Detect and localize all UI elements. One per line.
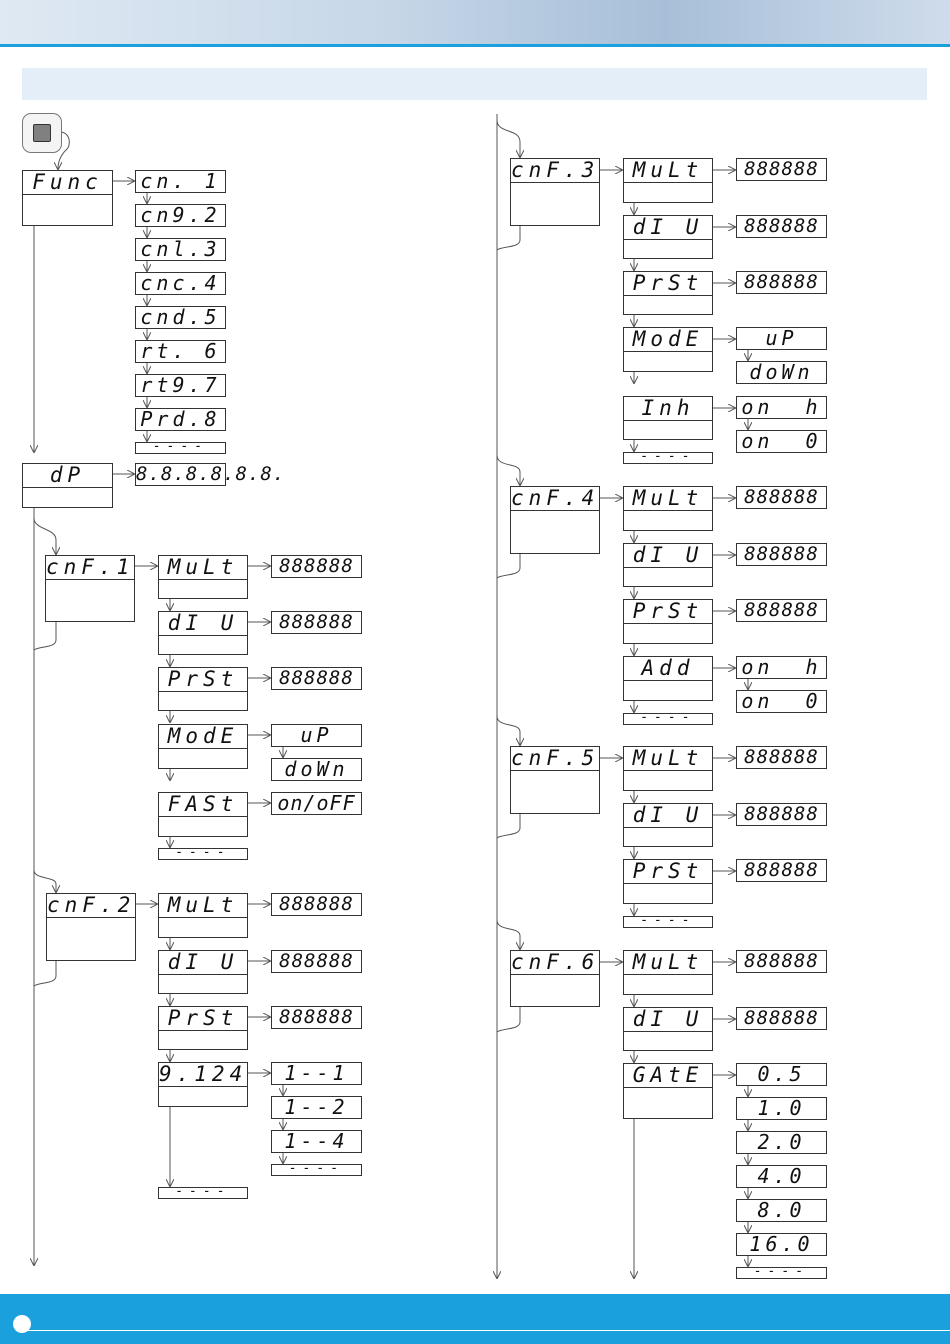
func-option-8: Prd.8: [135, 408, 226, 431]
cnf6-div-label: dI U: [624, 1008, 712, 1032]
cnf6-gate-box: [623, 1063, 713, 1119]
cnf6-mult-label: MuLt: [624, 951, 712, 975]
cnf2-div-digits: 888888: [271, 950, 362, 973]
cnf1-fast-onoff: on/oFF: [271, 792, 362, 815]
cnf5-mult-box: [623, 746, 713, 791]
cnf5-mult-digits: 888888: [736, 746, 827, 769]
cnf2-ratio-end-marker: ----: [271, 1164, 362, 1176]
func-option-6: rt. 6: [135, 340, 226, 363]
cnf3-mode-up: uP: [736, 327, 827, 350]
cnf5-mult-label: MuLt: [624, 747, 712, 771]
connector-curve: [497, 1007, 520, 1032]
cnf3-menu-box: [510, 158, 600, 226]
cnf2-ratio-label: 9.124: [159, 1062, 248, 1086]
cnf6-gate-label: GAtE: [624, 1064, 712, 1088]
cnf2-ratio-1: 1--1: [271, 1062, 362, 1085]
cnf4-end-marker: ----: [623, 713, 713, 725]
cnf2-ratio-box: [158, 1062, 248, 1107]
cnf4-mult-label: MuLt: [624, 487, 712, 511]
cnf5-menu-box: [510, 746, 600, 814]
cnf6-gate-end-marker: ----: [736, 1267, 827, 1279]
func-end-marker: ----: [135, 442, 226, 454]
cnf2-prst-label: PrSt: [159, 1007, 247, 1031]
cnf2-div-box: [158, 950, 248, 994]
cnf3-prst-label: PrSt: [624, 272, 712, 296]
page-marker-icon: [13, 1315, 31, 1333]
cnf3-div-box: [623, 215, 713, 259]
connector-curve: [34, 870, 56, 892]
cnf3-mode-down: doWn: [736, 361, 827, 384]
cnf1-menu-box: [45, 555, 135, 622]
cnf2-prst-box: [158, 1006, 248, 1050]
cnf5-prst-box: [623, 859, 713, 904]
cnf1-mult-box: [158, 555, 248, 599]
connector-curve: [497, 554, 520, 578]
cnf3-mult-digits: 888888: [736, 158, 827, 181]
cnf6-label: cnF.6: [511, 950, 600, 974]
cnf6-gate-2-0: 2.0: [736, 1131, 827, 1154]
cnf3-prst-digits: 888888: [736, 271, 827, 294]
connector-curve: [497, 716, 520, 745]
cnf2-ratio-4: 1--4: [271, 1130, 362, 1153]
cnf1-fast-label: FASt: [159, 793, 247, 817]
cnf1-mode-label: ModE: [159, 725, 247, 749]
func-option-7: rt9.7: [135, 374, 226, 397]
cnf6-div-digits: 888888: [736, 1007, 827, 1030]
footer-rule: [22, 1330, 950, 1331]
cnf4-mult-digits: 888888: [736, 486, 827, 509]
cnf1-mult-label: MuLt: [159, 556, 247, 580]
cnf5-prst-digits: 888888: [736, 859, 827, 882]
func-option-3: cnl.3: [135, 238, 226, 261]
cnf1-mode-up: uP: [271, 724, 362, 747]
cnf1-mult-digits: 888888: [271, 555, 362, 578]
cnf5-div-box: [623, 803, 713, 847]
cnf3-mult-label: MuLt: [624, 159, 712, 183]
connector-curve: [497, 814, 520, 838]
cnf3-mode-label: ModE: [624, 328, 712, 352]
cnf4-prst-box: [623, 599, 713, 644]
connector-curve: [34, 622, 56, 650]
cnf3-mode-box: [623, 327, 713, 372]
cnf3-inh-box: [623, 396, 713, 440]
connector-curve: [34, 961, 56, 986]
cnf4-div-box: [623, 543, 713, 587]
menu-key-icon[interactable]: [22, 113, 62, 153]
cnf6-gate-1-0: 1.0: [736, 1097, 827, 1120]
dp-value-display: 8.8.8.8.8.8.: [136, 463, 286, 485]
cnf6-mult-box: [623, 950, 713, 995]
footer-bar: [0, 1294, 950, 1344]
cnf3-inh-on-0: on 0: [736, 430, 827, 453]
cnf4-div-digits: 888888: [736, 543, 827, 566]
cnf6-div-box: [623, 1007, 713, 1051]
func-menu-box: [22, 170, 113, 226]
cnf2-end-marker: ----: [158, 1187, 248, 1199]
cnf2-mult-label: MuLt: [159, 894, 247, 918]
cnf6-mult-digits: 888888: [736, 950, 827, 973]
cnf1-label: cnF.1: [46, 555, 135, 579]
cnf6-gate-4-0: 4.0: [736, 1165, 827, 1188]
cnf5-end-marker: ----: [623, 916, 713, 928]
func-option-4: cnc.4: [135, 272, 226, 295]
cnf4-prst-digits: 888888: [736, 599, 827, 622]
cnf6-gate-8-0: 8.0: [736, 1199, 827, 1222]
func-option-5: cnd.5: [135, 306, 226, 329]
cnf5-prst-label: PrSt: [624, 860, 712, 884]
cnf2-mult-box: [158, 893, 248, 938]
cnf3-end-marker: ----: [623, 452, 713, 464]
cnf5-label: cnF.5: [511, 746, 600, 770]
cnf3-mult-box: [623, 158, 713, 203]
cnf5-div-label: dI U: [624, 804, 712, 828]
cnf5-div-digits: 888888: [736, 803, 827, 826]
cnf6-gate-0-5: 0.5: [736, 1063, 827, 1086]
cnf2-menu-box: [46, 893, 136, 961]
cnf3-prst-box: [623, 271, 713, 315]
cnf4-add-on-h: on h: [736, 656, 827, 679]
connector-curve: [497, 120, 520, 157]
cnf4-label: cnF.4: [511, 486, 600, 510]
square-stop-icon: [33, 124, 51, 142]
dp-label: dP: [23, 464, 112, 488]
cnf4-add-box: [623, 656, 713, 701]
func-option-2: cn9.2: [135, 204, 226, 227]
cnf4-menu-box: [510, 486, 600, 554]
cnf1-div-label: dI U: [159, 612, 247, 636]
cnf1-mode-down: doWn: [271, 758, 362, 781]
connector-curve: [497, 455, 520, 485]
func-option-1: cn. 1: [135, 170, 226, 193]
cnf4-prst-label: PrSt: [624, 600, 712, 624]
cnf4-add-on-0: on 0: [736, 690, 827, 713]
cnf1-mode-box: [158, 724, 248, 769]
cnf3-inh-label: Inh: [624, 397, 712, 421]
cnf1-end-marker: ----: [158, 848, 248, 860]
cnf6-menu-box: [510, 950, 600, 1007]
cnf2-ratio-2: 1--2: [271, 1096, 362, 1119]
func-label: Func: [23, 171, 112, 195]
connector-curve: [34, 518, 56, 554]
connector-curve: [497, 920, 520, 949]
cnf1-prst-label: PrSt: [159, 668, 247, 692]
cnf3-div-label: dI U: [624, 216, 712, 240]
cnf3-div-digits: 888888: [736, 215, 827, 238]
cnf4-div-label: dI U: [624, 544, 712, 568]
cnf1-prst-digits: 888888: [271, 667, 362, 690]
cnf6-gate-16-0: 16.0: [736, 1233, 827, 1256]
cnf4-add-label: Add: [624, 657, 712, 681]
cnf4-mult-box: [623, 486, 713, 531]
cnf3-inh-on-h: on h: [736, 396, 827, 419]
dp-menu-box: [22, 463, 113, 508]
cnf3-label: cnF.3: [511, 158, 600, 182]
cnf1-div-digits: 888888: [271, 611, 362, 634]
connector-curve: [497, 226, 520, 250]
cnf2-mult-digits: 888888: [271, 893, 362, 916]
cnf1-prst-box: [158, 667, 248, 711]
cnf1-fast-box: [158, 792, 248, 837]
cnf2-prst-digits: 888888: [271, 1006, 362, 1029]
cnf2-div-label: dI U: [159, 951, 247, 975]
cnf2-label: cnF.2: [47, 893, 136, 917]
cnf1-div-box: [158, 611, 248, 655]
